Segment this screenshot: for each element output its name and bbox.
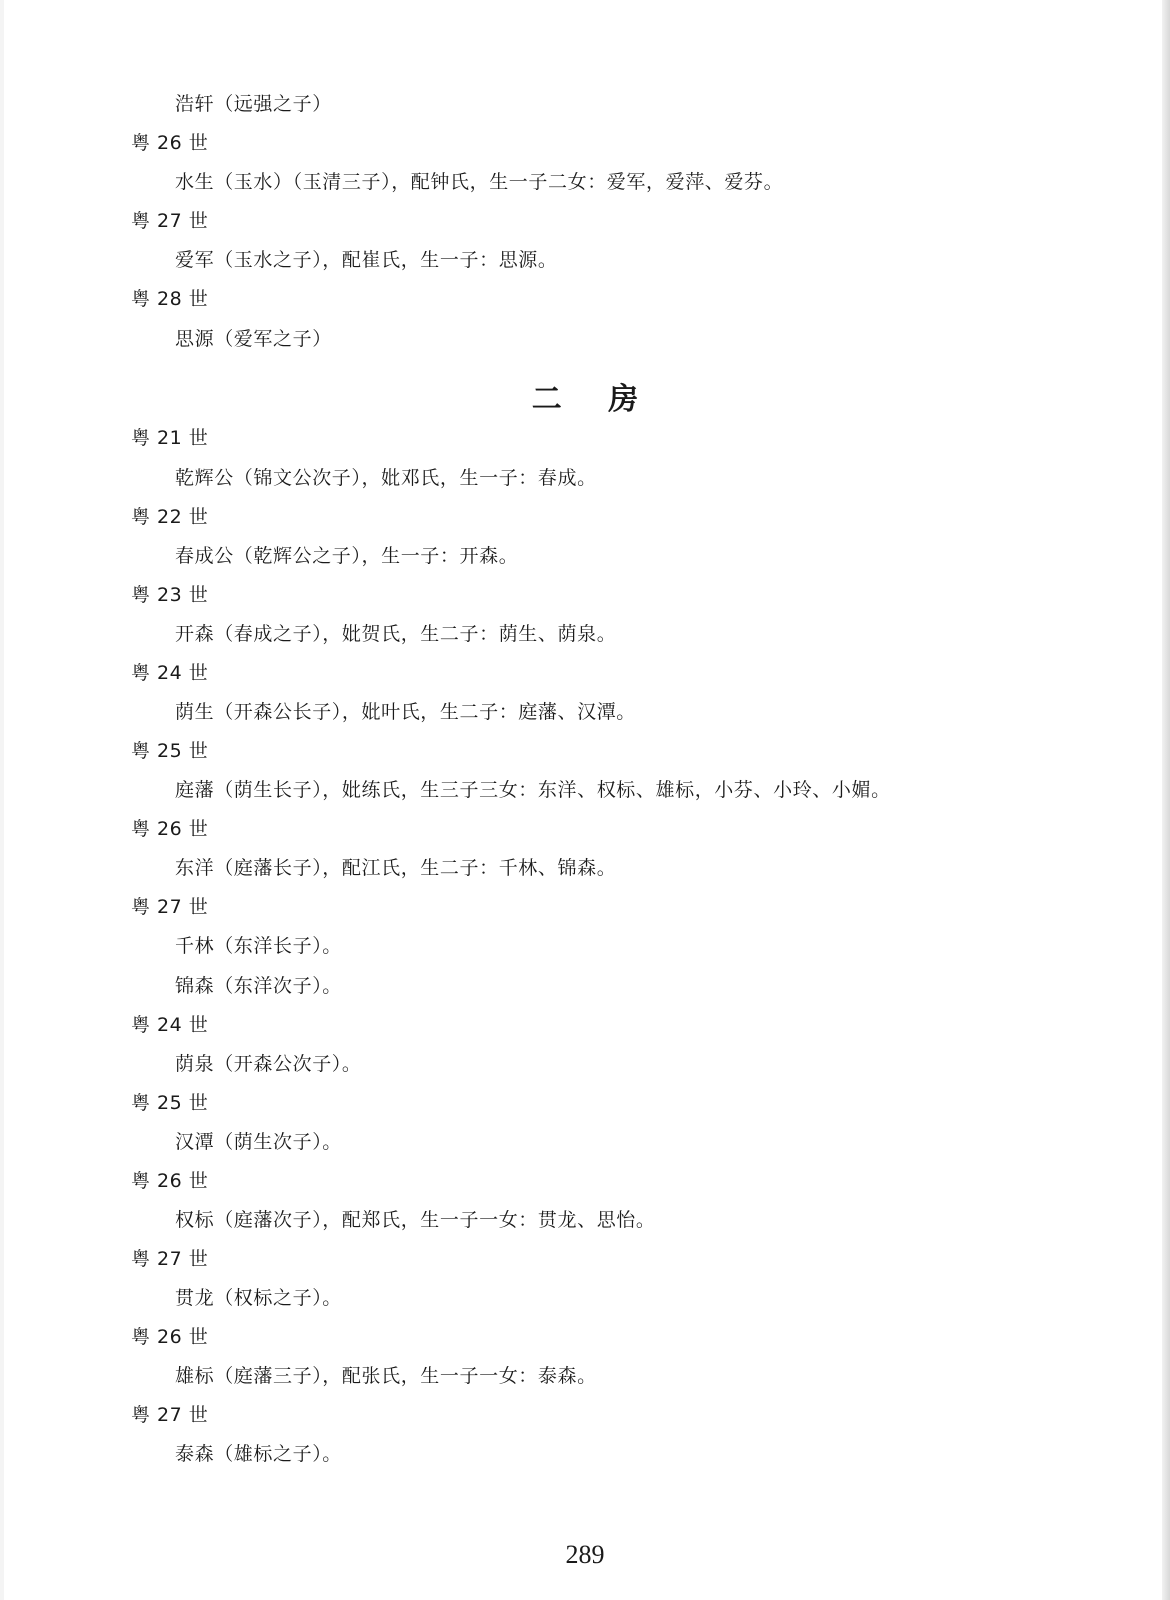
genealogy-entry: 贯龙（权标之子）。 bbox=[175, 1287, 342, 1309]
genealogy-entry: 春成公（乾辉公之子），生一子：开森。 bbox=[175, 545, 519, 567]
genealogy-entry: 汉潭（荫生次子）。 bbox=[175, 1131, 342, 1153]
genealogy-entry: 思源（爱军之子） bbox=[175, 328, 332, 350]
genealogy-entry: 泰森（雄标之子）。 bbox=[175, 1443, 342, 1465]
generation-heading: 粤 21 世 bbox=[131, 427, 209, 449]
generation-heading: 粤 26 世 bbox=[131, 132, 209, 154]
page-edge-right bbox=[1162, 0, 1170, 1600]
generation-heading: 粤 23 世 bbox=[131, 584, 209, 606]
generation-heading: 粤 27 世 bbox=[131, 1248, 209, 1270]
genealogy-entry: 爱军（玉水之子），配崔氏，生一子：思源。 bbox=[175, 249, 558, 271]
generation-heading: 粤 27 世 bbox=[131, 896, 209, 918]
page-edge-left bbox=[0, 0, 4, 1600]
genealogy-entry: 荫泉（开森公次子）。 bbox=[175, 1053, 362, 1075]
genealogy-entry: 荫生（开森公长子），妣叶氏，生二子：庭藩、汉潭。 bbox=[175, 701, 636, 723]
generation-heading: 粤 24 世 bbox=[131, 662, 209, 684]
generation-heading: 粤 26 世 bbox=[131, 1170, 209, 1192]
genealogy-entry: 庭藩（荫生长子），妣练氏，生三子三女：东洋、权标、雄标，小芬、小玲、小媚。 bbox=[175, 779, 891, 801]
generation-heading: 粤 27 世 bbox=[131, 210, 209, 232]
page-number: 289 bbox=[565, 1540, 605, 1569]
genealogy-entry: 权标（庭藩次子），配郑氏，生一子一女：贯龙、思怡。 bbox=[175, 1209, 656, 1231]
generation-heading: 粤 27 世 bbox=[131, 1404, 209, 1426]
genealogy-entry: 东洋（庭藩长子），配江氏，生二子：千林、锦森。 bbox=[175, 857, 617, 879]
genealogy-entry: 开森（春成之子），妣贺氏，生二子：荫生、荫泉。 bbox=[175, 623, 617, 645]
genealogy-entry: 乾辉公（锦文公次子），妣邓氏，生一子：春成。 bbox=[175, 467, 597, 489]
generation-heading: 粤 25 世 bbox=[131, 740, 209, 762]
generation-heading: 粤 26 世 bbox=[131, 1326, 209, 1348]
generation-heading: 粤 28 世 bbox=[131, 288, 209, 310]
section-title: 二 房 bbox=[531, 382, 657, 417]
genealogy-entry: 锦森（东洋次子）。 bbox=[175, 975, 342, 997]
genealogy-entry: 雄标（庭藩三子），配张氏，生一子一女：泰森。 bbox=[175, 1365, 597, 1387]
genealogy-entry: 千林（东洋长子）。 bbox=[175, 935, 342, 957]
genealogy-entry: 水生（玉水）（玉清三子），配钟氏，生一子二女：爱军，爱萍、爱芬。 bbox=[175, 171, 784, 193]
genealogy-entry: 浩轩（远强之子） bbox=[175, 93, 332, 115]
generation-heading: 粤 25 世 bbox=[131, 1092, 209, 1114]
generation-heading: 粤 26 世 bbox=[131, 818, 209, 840]
generation-heading: 粤 22 世 bbox=[131, 506, 209, 528]
generation-heading: 粤 24 世 bbox=[131, 1014, 209, 1036]
